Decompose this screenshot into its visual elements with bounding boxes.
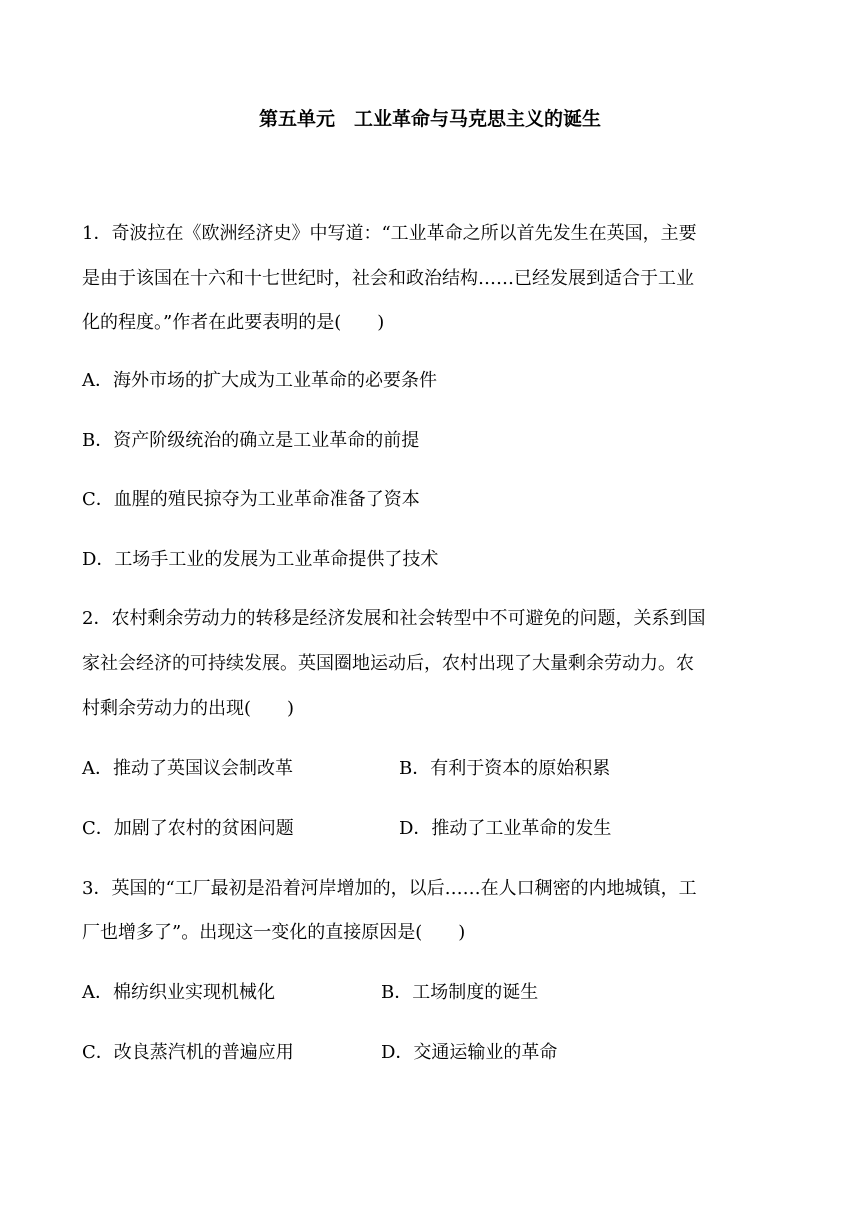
- question-2-option-b: B．有利于资本的原始积累: [399, 758, 611, 779]
- question-1-option-d: D．工场手工业的发展为工业革命提供了技术: [82, 549, 439, 570]
- question-2-option-c: C．加剧了农村的贫困问题: [82, 818, 294, 839]
- question-2-option-d: D．推动了工业革命的发生: [399, 818, 612, 839]
- question-3-option-b: B．工场制度的诞生: [381, 982, 539, 1003]
- question-1-stem-line-3: 化的程度。”作者在此要表明的是( ): [82, 312, 385, 333]
- question-1-option-c: C．血腥的殖民掠夺为工业革命准备了资本: [82, 489, 420, 510]
- question-1-option-b: B．资产阶级统治的确立是工业革命的前提: [82, 430, 420, 451]
- question-1-stem-line-1: 1．奇波拉在《欧洲经济史》中写道：“工业革命之所以首先发生在英国，主要: [82, 223, 697, 244]
- question-2-stem-line-2: 家社会经济的可持续发展。英国圈地运动后，农村出现了大量剩余劳动力。农: [82, 653, 694, 674]
- question-2-stem-line-3: 村剩余劳动力的出现( ): [82, 698, 295, 719]
- question-3-option-c: C．改良蒸汽机的普遍应用: [82, 1042, 294, 1063]
- question-3-stem-line-2: 厂也增多了”。出现这一变化的直接原因是( ): [82, 922, 466, 943]
- unit-title: 第五单元 工业革命与马克思主义的诞生: [258, 108, 601, 130]
- question-1-option-a: A．海外市场的扩大成为工业革命的必要条件: [82, 370, 437, 391]
- question-3-option-a: A．棉纺织业实现机械化: [82, 982, 275, 1003]
- question-2-stem-line-1: 2．农村剩余劳动力的转移是经济发展和社会转型中不可避免的问题，关系到国: [82, 608, 706, 629]
- question-3-stem-line-1: 3．英国的“工厂最初是沿着河岸增加的，以后……在人口稠密的内地城镇，工: [82, 878, 697, 899]
- question-3-option-d: D．交通运输业的革命: [381, 1042, 558, 1063]
- question-1-stem-line-2: 是由于该国在十六和十七世纪时，社会和政治结构……已经发展到适合于工业: [82, 268, 694, 289]
- question-2-option-a: A．推动了英国议会制改革: [82, 758, 293, 779]
